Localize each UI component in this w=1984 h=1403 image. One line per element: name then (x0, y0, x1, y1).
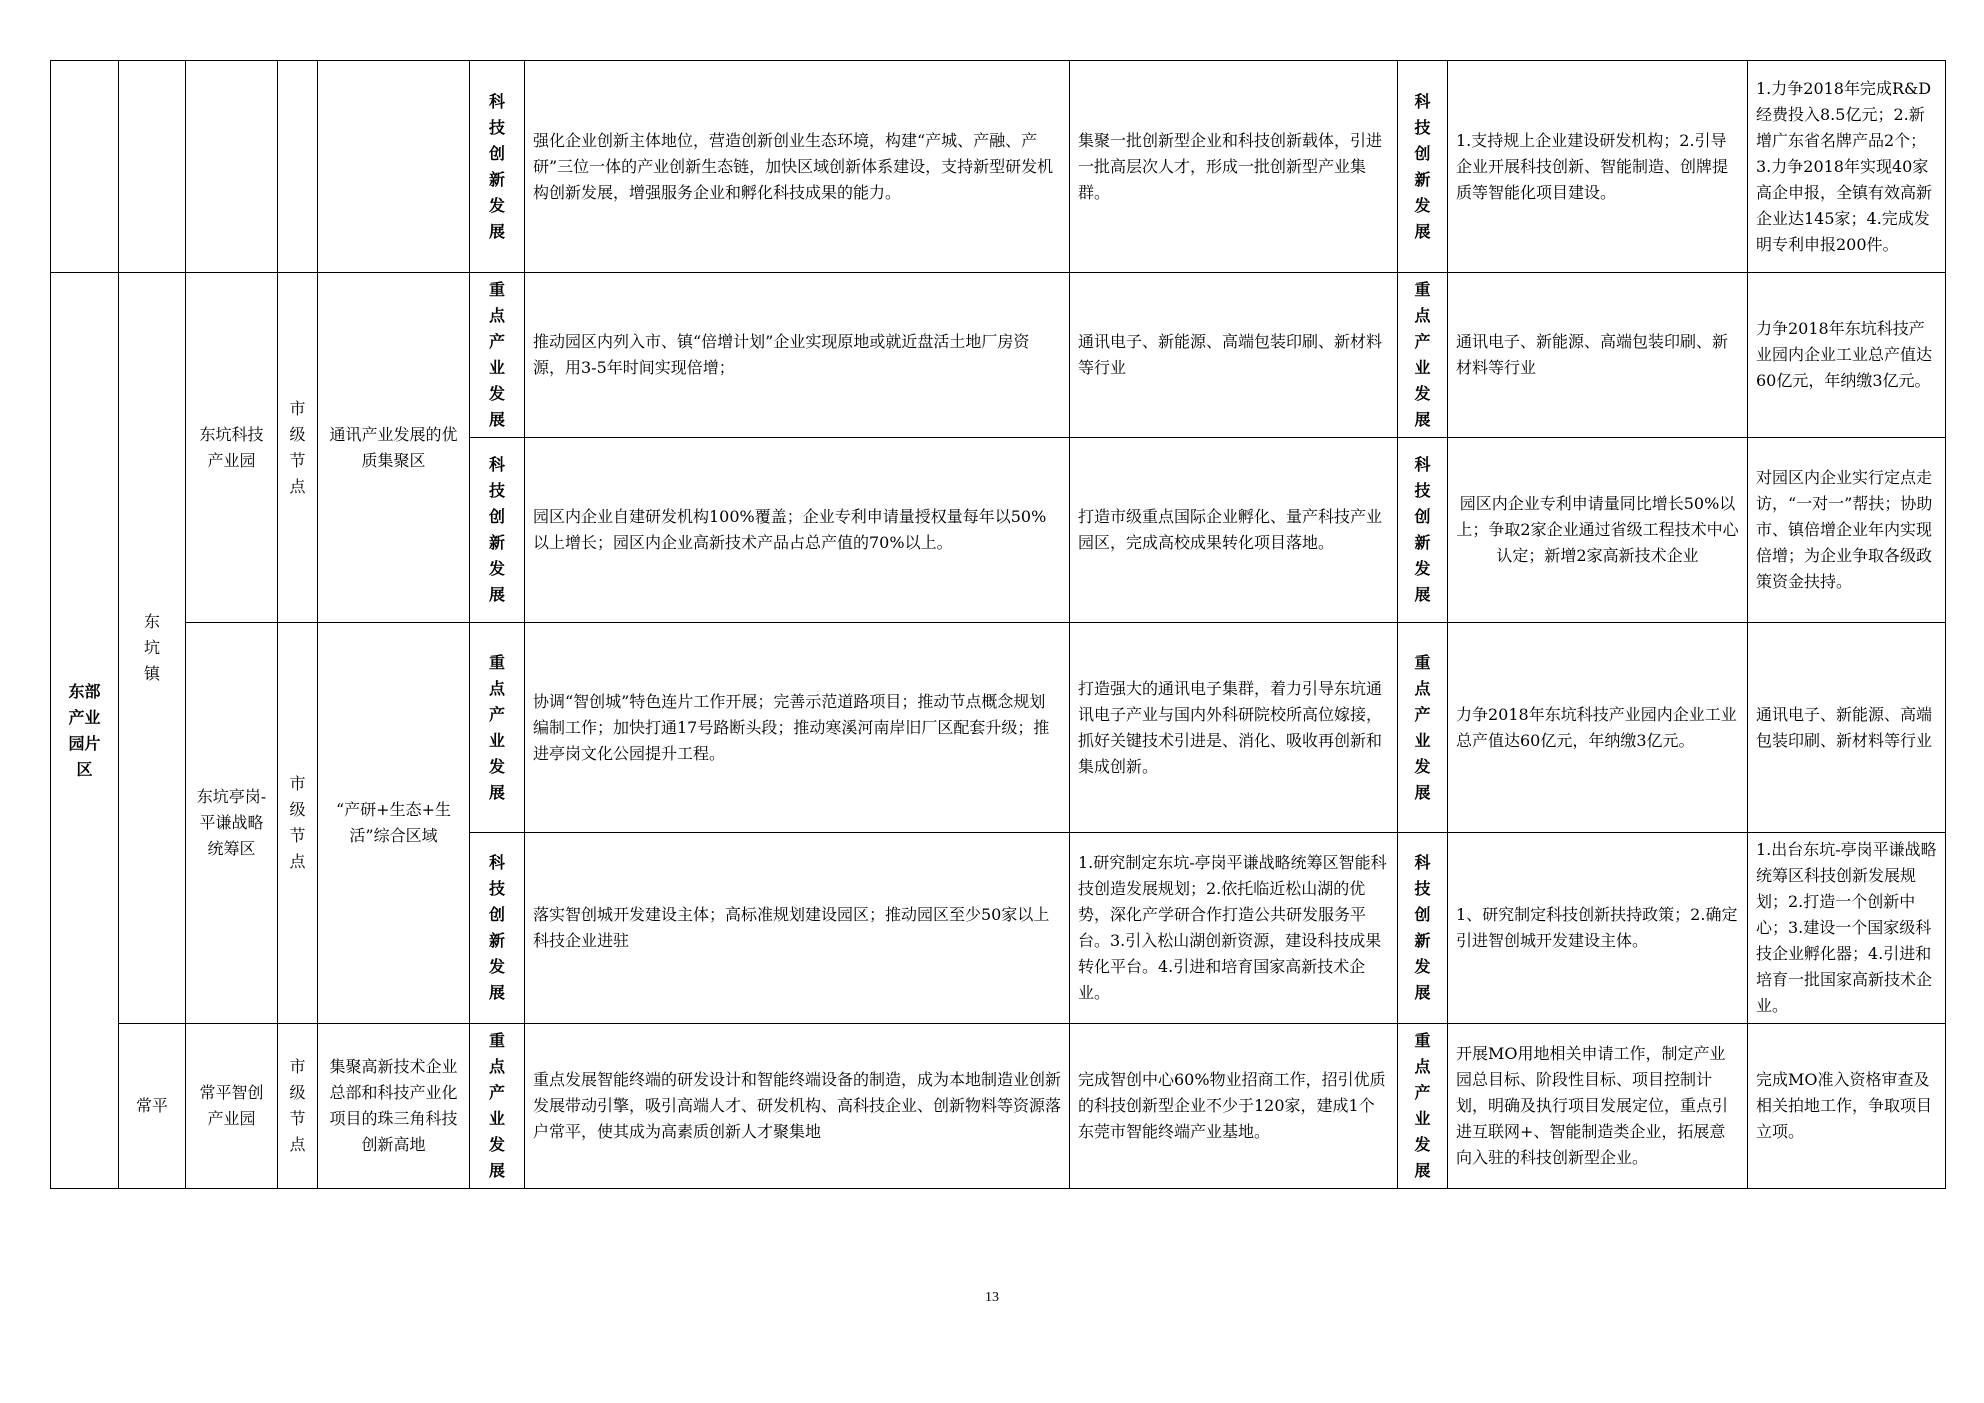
description-cell: 推动园区内列入市、镇“倍增计划”企业实现原地或就近盘活土地厂房资源，用3-5年时间实现倍增； (525, 273, 1070, 438)
goal-cell: 打造市级重点国际企业孵化、量产科技产业园区，完成高校成果转化项目落地。 (1070, 438, 1398, 623)
level-cell: 市级节点 (278, 623, 318, 1024)
level-cell-empty (278, 61, 318, 273)
description-cell: 强化企业创新主体地位，营造创新创业生态环境，构建“产城、产融、产研”三位一体的产业创新生态链，加快区域创新体系建设，支持新型研发机构创新发展，增强服务企业和孵化科技成果的能力。 (525, 61, 1070, 273)
position-cell: 集聚高新技术企业总部和科技产业化项目的珠三角科技创新高地 (318, 1024, 470, 1189)
region-cell: 东部产业园片区 (51, 273, 119, 1189)
position-cell: 通讯产业发展的优质集聚区 (318, 273, 470, 623)
type-cell: 重点产业发展 (1398, 623, 1448, 833)
type-cell: 科技创新发展 (470, 61, 525, 273)
town-cell-empty (119, 61, 186, 273)
park-cell: 东坑亭岗-平谦战略统筹区 (186, 623, 278, 1024)
type-cell: 重点产业发展 (470, 623, 525, 833)
type-cell: 重点产业发展 (1398, 273, 1448, 438)
table-row (51, 623, 1946, 833)
table-row (51, 61, 1946, 273)
measure-cell: 1、研究制定科技创新扶持政策；2.确定引进智创城开发建设主体。 (1448, 833, 1748, 1024)
target-cell: 完成MO准入资格审查及相关拍地工作，争取项目立项。 (1748, 1024, 1946, 1189)
target-cell: 对园区内企业实行定点走访，“一对一”帮扶；协助市、镇倍增企业年内实现倍增；为企业争取各级政策资金扶持。 (1748, 438, 1946, 623)
park-cell-empty (186, 61, 278, 273)
description-cell: 协调“智创城”特色连片工作开展；完善示范道路项目；推动节点概念规划编制工作；加快打通17号路断头段；推动寒溪河南岸旧厂区配套升级；推进亭岗文化公园提升工程。 (525, 623, 1070, 833)
target-cell: 通讯电子、新能源、高端包装印刷、新材料等行业 (1748, 623, 1946, 833)
table-row (51, 273, 1946, 438)
description-cell: 重点发展智能终端的研发设计和智能终端设备的制造，成为本地制造业创新发展带动引擎，吸引高端人才、研发机构、高科技企业、创新物料等资源落户常平，使其成为高素质创新人才聚集地 (525, 1024, 1070, 1189)
measure-cell: 通讯电子、新能源、高端包装印刷、新材料等行业 (1448, 273, 1748, 438)
goal-cell: 集聚一批创新型企业和科技创新载体，引进一批高层次人才，形成一批创新型产业集群。 (1070, 61, 1398, 273)
measure-cell: 1.支持规上企业建设研发机构；2.引导企业开展科技创新、智能制造、创牌提质等智能化项目建设。 (1448, 61, 1748, 273)
park-cell: 东坑科技产业园 (186, 273, 278, 623)
target-cell: 力争2018年东坑科技产业园内企业工业总产值达60亿元，年纳缴3亿元。 (1748, 273, 1946, 438)
town-cell: 常平 (119, 1024, 186, 1189)
type-cell: 科技创新发展 (1398, 833, 1448, 1024)
position-cell-empty (318, 61, 470, 273)
target-cell: 1.出台东坑-亭岗平谦战略统筹区科技创新发展规划；2.打造一个创新中心；3.建设一个国家级科技企业孵化器；4.引进和培育一批国家高新技术企业。 (1748, 833, 1946, 1024)
description-cell: 落实智创城开发建设主体；高标准规划建设园区；推动园区至少50家以上科技企业进驻 (525, 833, 1070, 1024)
target-cell: 1.力争2018年完成R&D经费投入8.5亿元；2.新增广东省名牌产品2个；3.力争2018年实现40家高企申报，全镇有效高新企业达145家；4.完成发明专利申报200件。 (1748, 61, 1946, 273)
table-row (51, 1024, 1946, 1189)
description-cell: 园区内企业自建研发机构100%覆盖；企业专利申请量授权量每年以50%以上增长；园区内企业高新技术产品占总产值的70%以上。 (525, 438, 1070, 623)
level-cell: 市级节点 (278, 1024, 318, 1189)
measure-cell: 园区内企业专利申请量同比增长50%以上；争取2家企业通过省级工程技术中心认定；新增2家高新技术企业 (1448, 438, 1748, 623)
goal-cell: 打造强大的通讯电子集群，着力引导东坑通讯电子产业与国内外科研院校所高位嫁接，抓好关键技术引进是、消化、吸收再创新和集成创新。 (1070, 623, 1398, 833)
type-cell: 科技创新发展 (470, 833, 525, 1024)
type-cell: 科技创新发展 (470, 438, 525, 623)
type-cell: 科技创新发展 (1398, 438, 1448, 623)
type-cell: 重点产业发展 (470, 273, 525, 438)
park-cell: 常平智创产业园 (186, 1024, 278, 1189)
goal-cell: 1.研究制定东坑-亭岗平谦战略统筹区智能科技创造发展规划；2.依托临近松山湖的优势，深化产学研合作打造公共研发服务平台。3.引入松山湖创新资源，建设科技成果转化平台。4.引进和培育国家高新技术企业。 (1070, 833, 1398, 1024)
page-number: 13 (985, 1290, 999, 1305)
position-cell: “产研+生态+生活”综合区域 (318, 623, 470, 1024)
measure-cell: 开展MO用地相关申请工作，制定产业园总目标、阶段性目标、项目控制计划，明确及执行项目发展定位，重点引进互联网+、智能制造类企业，拓展意向入驻的科技创新型企业。 (1448, 1024, 1748, 1189)
region-cell-empty (51, 61, 119, 273)
goal-cell: 完成智创中心60%物业招商工作，招引优质的科技创新型企业不少于120家，建成1个东莞市智能终端产业基地。 (1070, 1024, 1398, 1189)
level-cell: 市级节点 (278, 273, 318, 623)
measure-cell: 力争2018年东坑科技产业园内企业工业总产值达60亿元，年纳缴3亿元。 (1448, 623, 1748, 833)
type-cell: 重点产业发展 (1398, 1024, 1448, 1189)
town-cell: 东坑镇 (119, 273, 186, 1024)
type-cell: 科技创新发展 (1398, 61, 1448, 273)
goal-cell: 通讯电子、新能源、高端包装印刷、新材料等行业 (1070, 273, 1398, 438)
planning-table (50, 60, 1946, 1189)
type-cell: 重点产业发展 (470, 1024, 525, 1189)
